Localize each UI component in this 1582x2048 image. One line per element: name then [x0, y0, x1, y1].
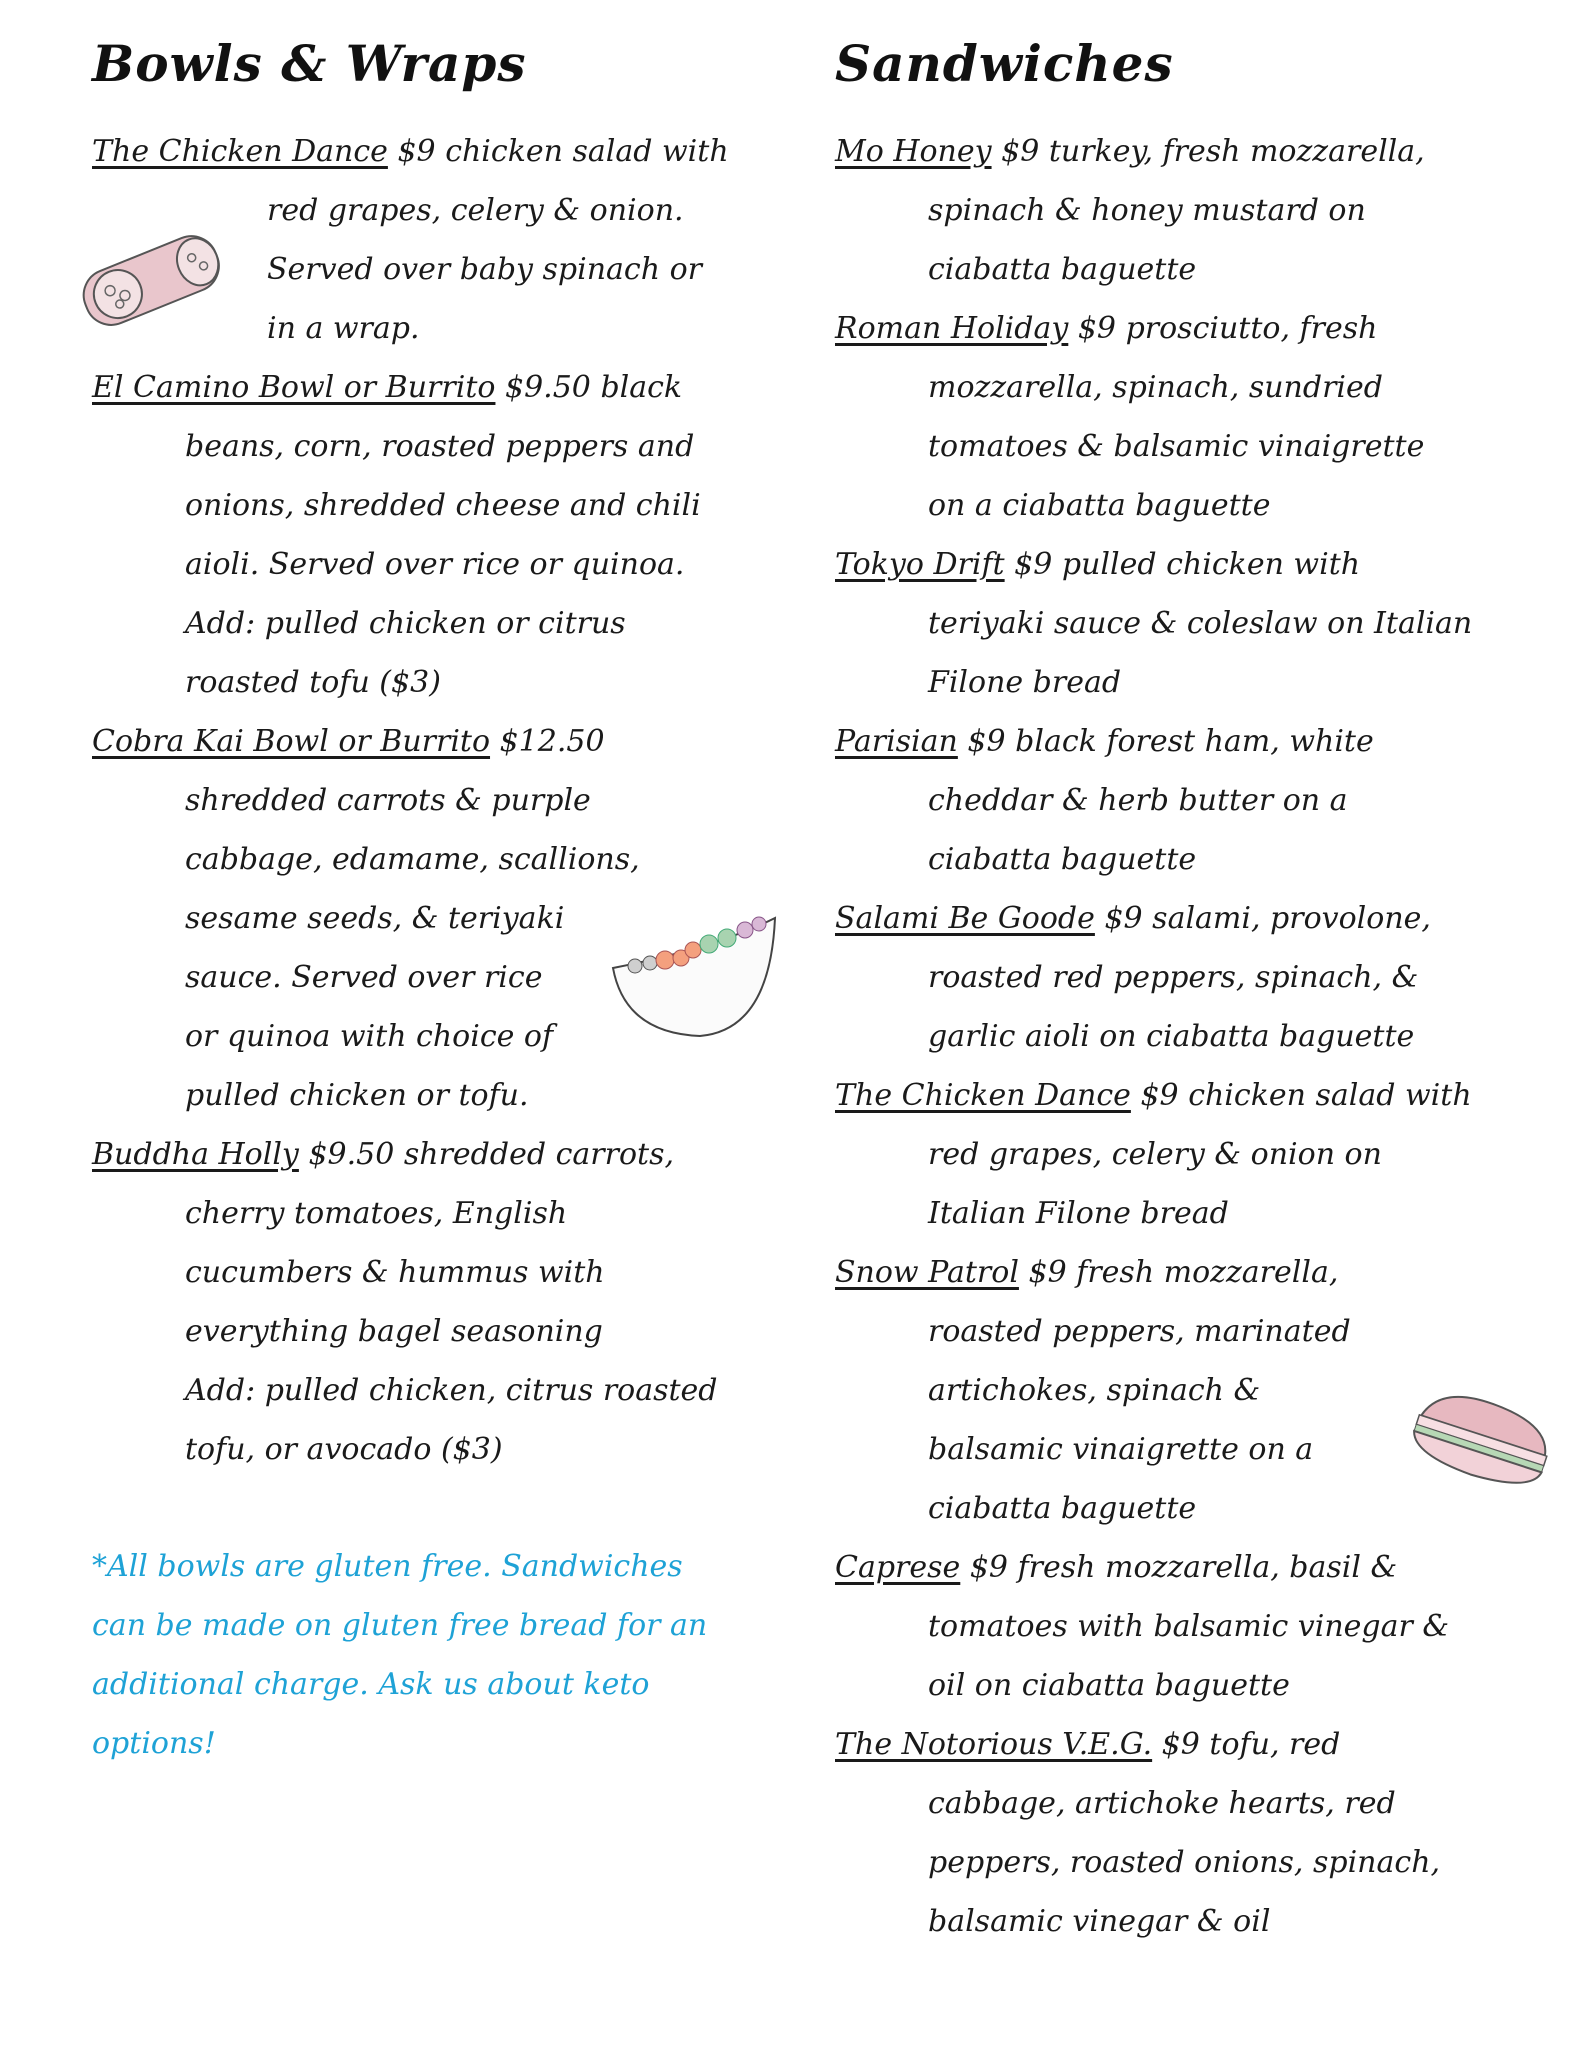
item-name: The Chicken Dance: [835, 1078, 1131, 1113]
item-description: [835, 1125, 1535, 1243]
item-description: [835, 1774, 1535, 1951]
description-line: ciabatta baguette: [928, 1491, 1197, 1526]
item-description: [835, 181, 1535, 299]
item-description-start: fresh mozzarella, basil &: [1017, 1550, 1398, 1585]
description-line: artichokes, spinach &: [928, 1373, 1261, 1408]
item-name: The Notorious V.E.G.: [835, 1727, 1153, 1762]
item-name: Snow Patrol: [835, 1255, 1019, 1290]
bowls-wraps-item: [92, 358, 772, 712]
description-line: roasted peppers, marinated: [928, 1314, 1351, 1349]
item-description: [835, 771, 1535, 889]
description-line: on a ciabatta baguette: [928, 488, 1271, 523]
wrap-illustration-icon: [72, 212, 232, 342]
description-line: cherry tomatoes, English: [185, 1196, 568, 1231]
sandwich-item: [835, 122, 1535, 299]
item-name: Parisian: [835, 724, 958, 759]
sandwich-item: [835, 1715, 1535, 1951]
description-line: garlic aioli on ciabatta baguette: [928, 1019, 1415, 1054]
description-line: teriyaki sauce & coleslaw on Italian: [928, 606, 1473, 641]
description-line: cheddar & herb butter on a: [928, 783, 1348, 818]
description-line: tomatoes with balsamic vinegar &: [928, 1609, 1450, 1644]
description-line: ciabatta baguette: [928, 842, 1197, 877]
item-first-line: [835, 1715, 1535, 1774]
item-price: $9: [1001, 134, 1040, 169]
description-line: or quinoa with choice of: [185, 1019, 554, 1054]
item-price: $9: [969, 1550, 1009, 1585]
note-line: additional charge. Ask us about keto: [92, 1667, 650, 1702]
item-first-line: [835, 889, 1535, 948]
item-name: Buddha Holly: [92, 1137, 299, 1172]
description-line: onions, shredded cheese and chili: [185, 488, 701, 523]
item-description-start: fresh mozzarella,: [1076, 1255, 1339, 1290]
item-first-line: [835, 1538, 1535, 1597]
description-line: pulled chicken or tofu.: [185, 1078, 529, 1113]
description-line: tomatoes & balsamic vinaigrette: [928, 429, 1425, 464]
item-name: Cobra Kai Bowl or Burrito: [92, 724, 491, 759]
description-line: balsamic vinegar & oil: [928, 1904, 1271, 1939]
sandwiches-list: [835, 122, 1535, 1951]
description-line: balsamic vinaigrette on a: [928, 1432, 1314, 1467]
description-line: oil on ciabatta baguette: [928, 1668, 1290, 1703]
item-description: [835, 358, 1535, 535]
description-line: Add: pulled chicken or citrus: [185, 606, 626, 641]
description-line: cabbage, edamame, scallions,: [185, 842, 640, 877]
item-price: $9: [1161, 1727, 1200, 1762]
description-line: red grapes, celery & onion on: [928, 1137, 1382, 1172]
item-price: $9: [1077, 311, 1117, 346]
item-description-start: black: [600, 370, 683, 405]
description-line: roasted tofu ($3): [185, 665, 441, 700]
sandwich-item: [835, 889, 1535, 1066]
item-first-line: [92, 358, 772, 417]
sandwich-item: [835, 299, 1535, 535]
description-line: mozzarella, spinach, sundried: [928, 370, 1383, 405]
item-first-line: [835, 712, 1535, 771]
item-first-line: [835, 122, 1535, 181]
bowls-wraps-heading: Bowls & Wraps: [92, 34, 527, 93]
description-line: roasted red peppers, spinach, &: [928, 960, 1419, 995]
item-description-start: shredded carrots,: [403, 1137, 675, 1172]
item-first-line: [835, 299, 1535, 358]
item-description: [835, 594, 1535, 712]
description-line: spinach & honey mustard on: [928, 193, 1366, 228]
sandwich-item: [835, 535, 1535, 712]
item-name: Roman Holiday: [835, 311, 1069, 346]
description-line: ciabatta baguette: [928, 252, 1197, 287]
item-price: $9: [1104, 901, 1143, 936]
bowls-wraps-item: [92, 1125, 772, 1479]
item-description-start: black forest ham, white: [1015, 724, 1374, 759]
item-first-line: [92, 712, 772, 771]
item-first-line: [835, 535, 1535, 594]
item-description-start: chicken salad with: [1188, 1078, 1472, 1113]
item-price: $9: [967, 724, 1006, 759]
item-name: El Camino Bowl or Burrito: [92, 370, 496, 405]
sandwich-item: [835, 712, 1535, 889]
description-line: everything bagel seasoning: [185, 1314, 603, 1349]
description-line: Filone bread: [928, 665, 1122, 700]
description-line: tofu, or avocado ($3): [185, 1432, 503, 1467]
item-price: $9: [1140, 1078, 1179, 1113]
description-line: in a wrap.: [267, 311, 420, 346]
item-description-start: turkey, fresh mozzarella,: [1048, 134, 1425, 169]
item-first-line: [92, 122, 772, 181]
description-line: cucumbers & hummus with: [185, 1255, 605, 1290]
item-description-start: pulled chicken with: [1061, 547, 1361, 582]
sandwich-item: [835, 1066, 1535, 1243]
bowl-illustration-icon: [605, 908, 785, 1048]
sandwich-item: [835, 1538, 1535, 1715]
note-line: can be made on gluten free bread for an: [92, 1608, 708, 1643]
item-description: [835, 948, 1535, 1066]
sandwich-illustration-icon: [1405, 1390, 1555, 1500]
item-description-start: salami, provolone,: [1152, 901, 1431, 936]
item-name: Salami Be Goode: [835, 901, 1095, 936]
item-price: $9: [1014, 547, 1053, 582]
note-line: *All bowls are gluten free. Sandwiches: [92, 1549, 683, 1584]
description-line: Served over baby spinach or: [267, 252, 702, 287]
gluten-free-note: [92, 1537, 772, 1773]
sandwiches-heading: Sandwiches: [835, 34, 1174, 93]
description-line: red grapes, celery & onion.: [267, 193, 684, 228]
item-price: $9: [397, 134, 436, 169]
description-line: Italian Filone bread: [928, 1196, 1229, 1231]
description-line: sauce. Served over rice: [185, 960, 543, 995]
item-price: $9: [1028, 1255, 1067, 1290]
item-first-line: [835, 1066, 1535, 1125]
item-description: [92, 1184, 772, 1479]
description-line: aioli. Served over rice or quinoa.: [185, 547, 685, 582]
item-description-start: tofu, red: [1209, 1727, 1341, 1762]
note-line: options!: [92, 1726, 216, 1761]
item-price: $9.50: [308, 1137, 395, 1172]
item-price: $12.50: [499, 724, 605, 759]
item-name: Mo Honey: [835, 134, 992, 169]
description-line: shredded carrots & purple: [185, 783, 591, 818]
description-line: beans, corn, roasted peppers and: [185, 429, 695, 464]
item-name: The Chicken Dance: [92, 134, 388, 169]
description-line: peppers, roasted onions, spinach,: [928, 1845, 1441, 1880]
item-first-line: [835, 1243, 1535, 1302]
item-first-line: [92, 1125, 772, 1184]
description-line: sesame seeds, & teriyaki: [185, 901, 565, 936]
description-line: cabbage, artichoke hearts, red: [928, 1786, 1396, 1821]
item-description-start: chicken salad with: [445, 134, 729, 169]
description-line: Add: pulled chicken, citrus roasted: [185, 1373, 718, 1408]
item-name: Tokyo Drift: [835, 547, 1005, 582]
item-description: [835, 1597, 1535, 1715]
item-name: Caprese: [835, 1550, 961, 1585]
item-price: $9.50: [505, 370, 591, 405]
item-description: [92, 417, 772, 712]
item-description-start: prosciutto, fresh: [1125, 311, 1378, 346]
